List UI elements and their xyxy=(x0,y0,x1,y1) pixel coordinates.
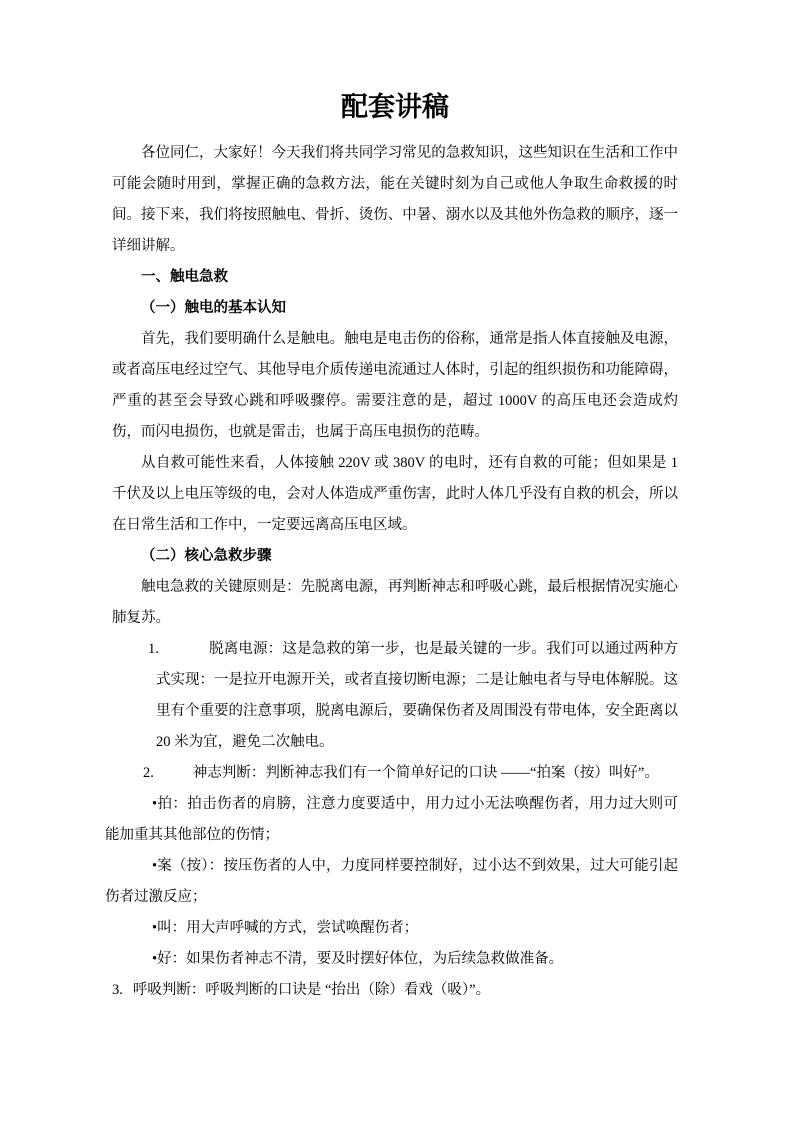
bullet-item-an xyxy=(105,851,678,913)
bullet-item-jiao xyxy=(105,913,678,944)
list-item-text: 神志判断：判断神志我们有一个简单好记的口诀 ——“拍案（按）叫好”。 xyxy=(192,765,659,781)
bullet-text: 叫：用大声呼喊的方式，尝试唤醒伤者； xyxy=(157,920,419,936)
list-item-text: 脱离电源：这是急救的第一步，也是最关键的一步。我们可以通过两种方式实现：一是拉开电源开关，或者直接切断电源；二是让触电者与导电体解脱。这里有个重要的注意事项，脱离电源后，要确保伤者及周围没有带电体，安全距离以 20 米为宜，避免二次触电。 xyxy=(156,641,678,750)
numbered-item-2 xyxy=(112,758,678,789)
list-number: 2. xyxy=(143,765,154,781)
bullet-item-pai xyxy=(105,789,678,851)
numbered-item-1 xyxy=(148,634,678,758)
list-item-text: 呼吸判断：呼吸判断的口诀是 “抬出（除）看戏（吸）”。 xyxy=(132,982,491,998)
bullet-marker: • xyxy=(152,858,158,874)
bullet-text: 拍：拍击伤者的肩膀，注意力度要适中，用力过小无法唤醒伤者，用力过大则可能加重其其他部位的伤情； xyxy=(105,796,678,843)
list-number: 1. xyxy=(148,641,159,657)
list-number: 3. xyxy=(112,982,123,998)
document-title: 配套讲稿 xyxy=(341,92,449,122)
bullet-item-hao xyxy=(105,944,678,975)
subsection-heading-core-steps: （二）核心急救步骤 xyxy=(141,548,272,564)
paragraph-what-is-electric-shock: 首先，我们要明确什么是触电。触电是电击伤的俗称，通常是指人体直接触及电源，或者高压电经过空气、其他导电介质传递电流通过人体时，引起的组织损伤和功能障碍，严重的甚至会导致心跳和呼吸骤停。需要注意的是，超过 1000V 的高压电还会造成灼伤，而闪电损伤，也就是雷击，也属于高压电损伤的范畴。 xyxy=(112,331,678,440)
paragraph-key-principle: 触电急救的关键原则是：先脱离电源，再判断神志和呼吸心跳，最后根据情况实施心肺复苏。 xyxy=(112,579,678,626)
bullet-marker: • xyxy=(152,920,158,936)
subsection-heading-basic-knowledge: （一）触电的基本认知 xyxy=(141,300,286,316)
bullet-marker: • xyxy=(152,796,158,812)
paragraph-self-rescue-possibility: 从自救可能性来看，人体接触 220V 或 380V 的电时，还有自救的可能；但如果是 1 千伏及以上电压等级的电，会对人体造成严重伤害，此时人体几乎没有自救的机会，所以在日常生活和工作中，一定要远离高压电区域。 xyxy=(112,455,678,533)
bullet-text: 案（按）：按压伤者的人中，力度同样要控制好，过小达不到效果，过大可能引起伤者过激反应； xyxy=(105,858,678,905)
bullet-marker: • xyxy=(152,951,158,967)
section-heading-electric-shock: 一、触电急救 xyxy=(141,269,228,285)
bullet-text: 好：如果伤者神志不清，要及时摆好体位，为后续急救做准备。 xyxy=(157,951,564,967)
numbered-item-3 xyxy=(112,975,678,1006)
intro-paragraph: 各位同仁，大家好！今天我们将共同学习常见的急救知识，这些知识在生活和工作中可能会随时用到，掌握正确的急救方法，能在关键时刻为自己或他人争取生命救援的时间。接下来，我们将按照触电、骨折、烫伤、中暑、溺水以及其他外伤急救的顺序，逐一详细讲解。 xyxy=(112,145,678,254)
